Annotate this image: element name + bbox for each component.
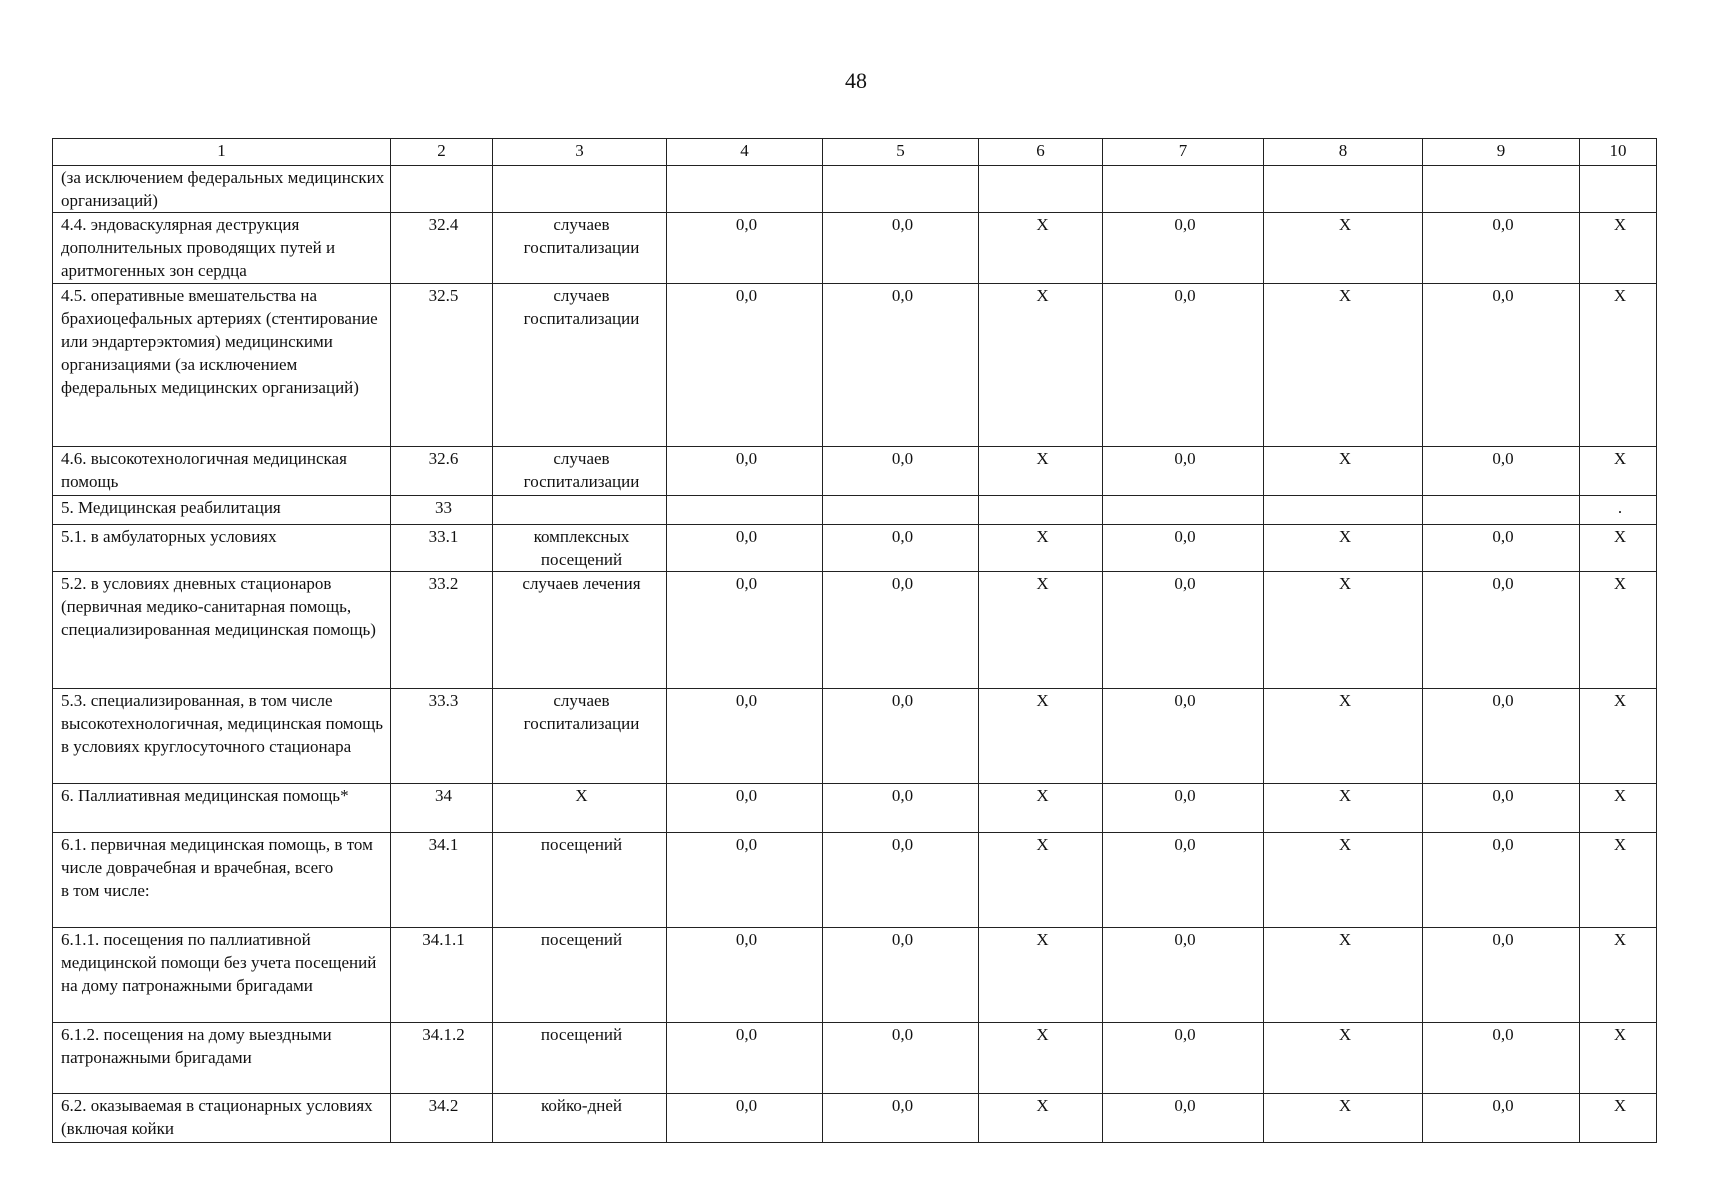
row-col8-cell: X [1264, 284, 1423, 447]
table-row [53, 284, 1657, 447]
row-col4-cell: 0,0 [667, 689, 823, 784]
column-header: 5 [823, 139, 979, 166]
row-unit-cell: случаев госпитализации [493, 284, 667, 447]
row-col5-cell: 0,0 [823, 525, 979, 572]
row-name-cell: 5.1. в амбулаторных условиях [53, 525, 391, 572]
row-unit-cell: посещений [493, 833, 667, 928]
row-col10-cell: X [1580, 213, 1657, 284]
row-unit-cell: комплексных посещений [493, 525, 667, 572]
row-col7-cell: 0,0 [1103, 1094, 1264, 1143]
row-col7-cell: 0,0 [1103, 689, 1264, 784]
row-col8-cell [1264, 166, 1423, 213]
row-name-cell: 5. Медицинская реабилитация [53, 496, 391, 525]
row-name-cell: 4.6. высокотехнологичная медицинская помощь [53, 447, 391, 496]
row-name-cell: 6.2. оказываемая в стационарных условиях (включая койки [53, 1094, 391, 1143]
data-table [52, 138, 1657, 1143]
row-col9-cell: 0,0 [1423, 1094, 1580, 1143]
row-unit-cell [493, 166, 667, 213]
row-col6-cell: X [979, 447, 1103, 496]
row-col10-cell: X [1580, 525, 1657, 572]
row-code-cell: 33.3 [391, 689, 493, 784]
row-col8-cell: X [1264, 689, 1423, 784]
row-col5-cell [823, 166, 979, 213]
row-unit-cell [493, 496, 667, 525]
row-col9-cell: 0,0 [1423, 284, 1580, 447]
row-name-cell: 6.1. первичная медицинская помощь, в том числе доврачебная и врачебная, всего в том числе: [53, 833, 391, 928]
row-col4-cell: 0,0 [667, 447, 823, 496]
table-row [53, 525, 1657, 572]
row-col9-cell [1423, 496, 1580, 525]
table-row [53, 833, 1657, 928]
row-code-cell [391, 166, 493, 213]
row-code-cell: 34.1 [391, 833, 493, 928]
row-col8-cell: X [1264, 525, 1423, 572]
row-col7-cell [1103, 166, 1264, 213]
row-col6-cell: X [979, 213, 1103, 284]
row-col7-cell: 0,0 [1103, 447, 1264, 496]
row-col4-cell: 0,0 [667, 928, 823, 1023]
row-col9-cell: 0,0 [1423, 213, 1580, 284]
row-col6-cell: X [979, 1023, 1103, 1094]
table-row [53, 447, 1657, 496]
row-col7-cell: 0,0 [1103, 833, 1264, 928]
row-col5-cell: 0,0 [823, 572, 979, 689]
row-col4-cell [667, 496, 823, 525]
row-col5-cell: 0,0 [823, 928, 979, 1023]
row-col5-cell: 0,0 [823, 284, 979, 447]
row-code-cell: 34.1.2 [391, 1023, 493, 1094]
row-col4-cell: 0,0 [667, 833, 823, 928]
row-col4-cell: 0,0 [667, 213, 823, 284]
table-row [53, 1023, 1657, 1094]
row-col4-cell [667, 166, 823, 213]
row-name-cell: (за исключением федеральных медицинских организаций) [53, 166, 391, 213]
row-unit-cell: койко-дней [493, 1094, 667, 1143]
row-col6-cell: X [979, 284, 1103, 447]
row-name-cell: 6.1.1. посещения по паллиативной медицинской помощи без учета посещений на дому патронажными бригадами [53, 928, 391, 1023]
row-col7-cell: 0,0 [1103, 284, 1264, 447]
row-col10-cell [1580, 166, 1657, 213]
row-col9-cell: 0,0 [1423, 447, 1580, 496]
table-row [53, 928, 1657, 1023]
row-col7-cell: 0,0 [1103, 1023, 1264, 1094]
row-name-cell: 5.2. в условиях дневных стационаров (первичная медико-санитарная помощь, специализированная медицинская помощь) [53, 572, 391, 689]
row-code-cell: 32.6 [391, 447, 493, 496]
row-code-cell: 34.2 [391, 1094, 493, 1143]
row-col7-cell: 0,0 [1103, 213, 1264, 284]
row-col4-cell: 0,0 [667, 784, 823, 833]
column-header: 9 [1423, 139, 1580, 166]
row-name-cell: 6. Паллиативная медицинская помощь* [53, 784, 391, 833]
row-col9-cell: 0,0 [1423, 928, 1580, 1023]
row-unit-cell: случаев лечения [493, 572, 667, 689]
row-unit-cell: посещений [493, 928, 667, 1023]
row-col10-cell: X [1580, 784, 1657, 833]
table-row [53, 213, 1657, 284]
row-name-cell: 4.5. оперативные вмешательства на брахиоцефальных артериях (стентирование или эндартерэктомия) медицинскими организациями (за исключением федеральных медицинских организаций) [53, 284, 391, 447]
row-col6-cell: X [979, 928, 1103, 1023]
row-col6-cell: X [979, 784, 1103, 833]
row-code-cell: 32.5 [391, 284, 493, 447]
row-col4-cell: 0,0 [667, 1094, 823, 1143]
row-col6-cell [979, 166, 1103, 213]
row-col8-cell: X [1264, 928, 1423, 1023]
column-header: 1 [53, 139, 391, 166]
row-col8-cell: X [1264, 1094, 1423, 1143]
row-col8-cell: X [1264, 1023, 1423, 1094]
row-col10-cell: . [1580, 496, 1657, 525]
row-col8-cell: X [1264, 447, 1423, 496]
row-col7-cell [1103, 496, 1264, 525]
table-row [53, 689, 1657, 784]
row-name-cell: 4.4. эндоваскулярная деструкция дополнительных проводящих путей и аритмогенных зон сердца [53, 213, 391, 284]
row-code-cell: 34.1.1 [391, 928, 493, 1023]
column-header: 2 [391, 139, 493, 166]
column-header: 10 [1580, 139, 1657, 166]
row-col5-cell: 0,0 [823, 784, 979, 833]
row-col10-cell: X [1580, 572, 1657, 689]
row-col10-cell: X [1580, 1023, 1657, 1094]
row-unit-cell: X [493, 784, 667, 833]
row-name-cell: 6.1.2. посещения на дому выездными патронажными бригадами [53, 1023, 391, 1094]
row-col6-cell: X [979, 833, 1103, 928]
row-col7-cell: 0,0 [1103, 572, 1264, 689]
column-header: 8 [1264, 139, 1423, 166]
row-col7-cell: 0,0 [1103, 784, 1264, 833]
row-col4-cell: 0,0 [667, 525, 823, 572]
row-col6-cell: X [979, 525, 1103, 572]
row-col4-cell: 0,0 [667, 572, 823, 689]
table-row [53, 784, 1657, 833]
row-col5-cell: 0,0 [823, 213, 979, 284]
table-row [53, 572, 1657, 689]
row-col10-cell: X [1580, 928, 1657, 1023]
row-unit-cell: случаев госпитализации [493, 689, 667, 784]
row-col7-cell: 0,0 [1103, 525, 1264, 572]
table-row [53, 166, 1657, 213]
row-col5-cell: 0,0 [823, 447, 979, 496]
row-col6-cell: X [979, 1094, 1103, 1143]
row-col9-cell: 0,0 [1423, 1023, 1580, 1094]
page-number: 48 [845, 68, 867, 93]
row-col10-cell: X [1580, 1094, 1657, 1143]
row-col5-cell: 0,0 [823, 1023, 979, 1094]
row-col8-cell [1264, 496, 1423, 525]
row-col8-cell: X [1264, 572, 1423, 689]
row-col9-cell [1423, 166, 1580, 213]
row-col6-cell: X [979, 689, 1103, 784]
row-col6-cell [979, 496, 1103, 525]
row-code-cell: 32.4 [391, 213, 493, 284]
row-unit-cell: случаев госпитализации [493, 213, 667, 284]
row-col8-cell: X [1264, 213, 1423, 284]
table-row [53, 496, 1657, 525]
row-col7-cell: 0,0 [1103, 928, 1264, 1023]
column-header: 4 [667, 139, 823, 166]
row-col4-cell: 0,0 [667, 284, 823, 447]
row-code-cell: 33 [391, 496, 493, 525]
row-col9-cell: 0,0 [1423, 833, 1580, 928]
column-header: 7 [1103, 139, 1264, 166]
row-col6-cell: X [979, 572, 1103, 689]
row-unit-cell: случаев госпитализации [493, 447, 667, 496]
row-col5-cell: 0,0 [823, 1094, 979, 1143]
row-col9-cell: 0,0 [1423, 784, 1580, 833]
row-col5-cell: 0,0 [823, 689, 979, 784]
row-name-cell: 5.3. специализированная, в том числе высокотехнологичная, медицинская помощь в условиях круглосуточного стационара [53, 689, 391, 784]
row-unit-cell: посещений [493, 1023, 667, 1094]
row-col4-cell: 0,0 [667, 1023, 823, 1094]
row-col8-cell: X [1264, 784, 1423, 833]
row-col9-cell: 0,0 [1423, 572, 1580, 689]
row-col9-cell: 0,0 [1423, 689, 1580, 784]
row-col10-cell: X [1580, 689, 1657, 784]
row-col5-cell: 0,0 [823, 833, 979, 928]
column-header: 6 [979, 139, 1103, 166]
row-col5-cell [823, 496, 979, 525]
row-col8-cell: X [1264, 833, 1423, 928]
row-code-cell: 34 [391, 784, 493, 833]
table-row [53, 1094, 1657, 1143]
row-code-cell: 33.1 [391, 525, 493, 572]
row-col10-cell: X [1580, 284, 1657, 447]
row-col9-cell: 0,0 [1423, 525, 1580, 572]
row-col10-cell: X [1580, 833, 1657, 928]
column-header: 3 [493, 139, 667, 166]
row-col10-cell: X [1580, 447, 1657, 496]
header-row [53, 139, 1657, 166]
row-code-cell: 33.2 [391, 572, 493, 689]
